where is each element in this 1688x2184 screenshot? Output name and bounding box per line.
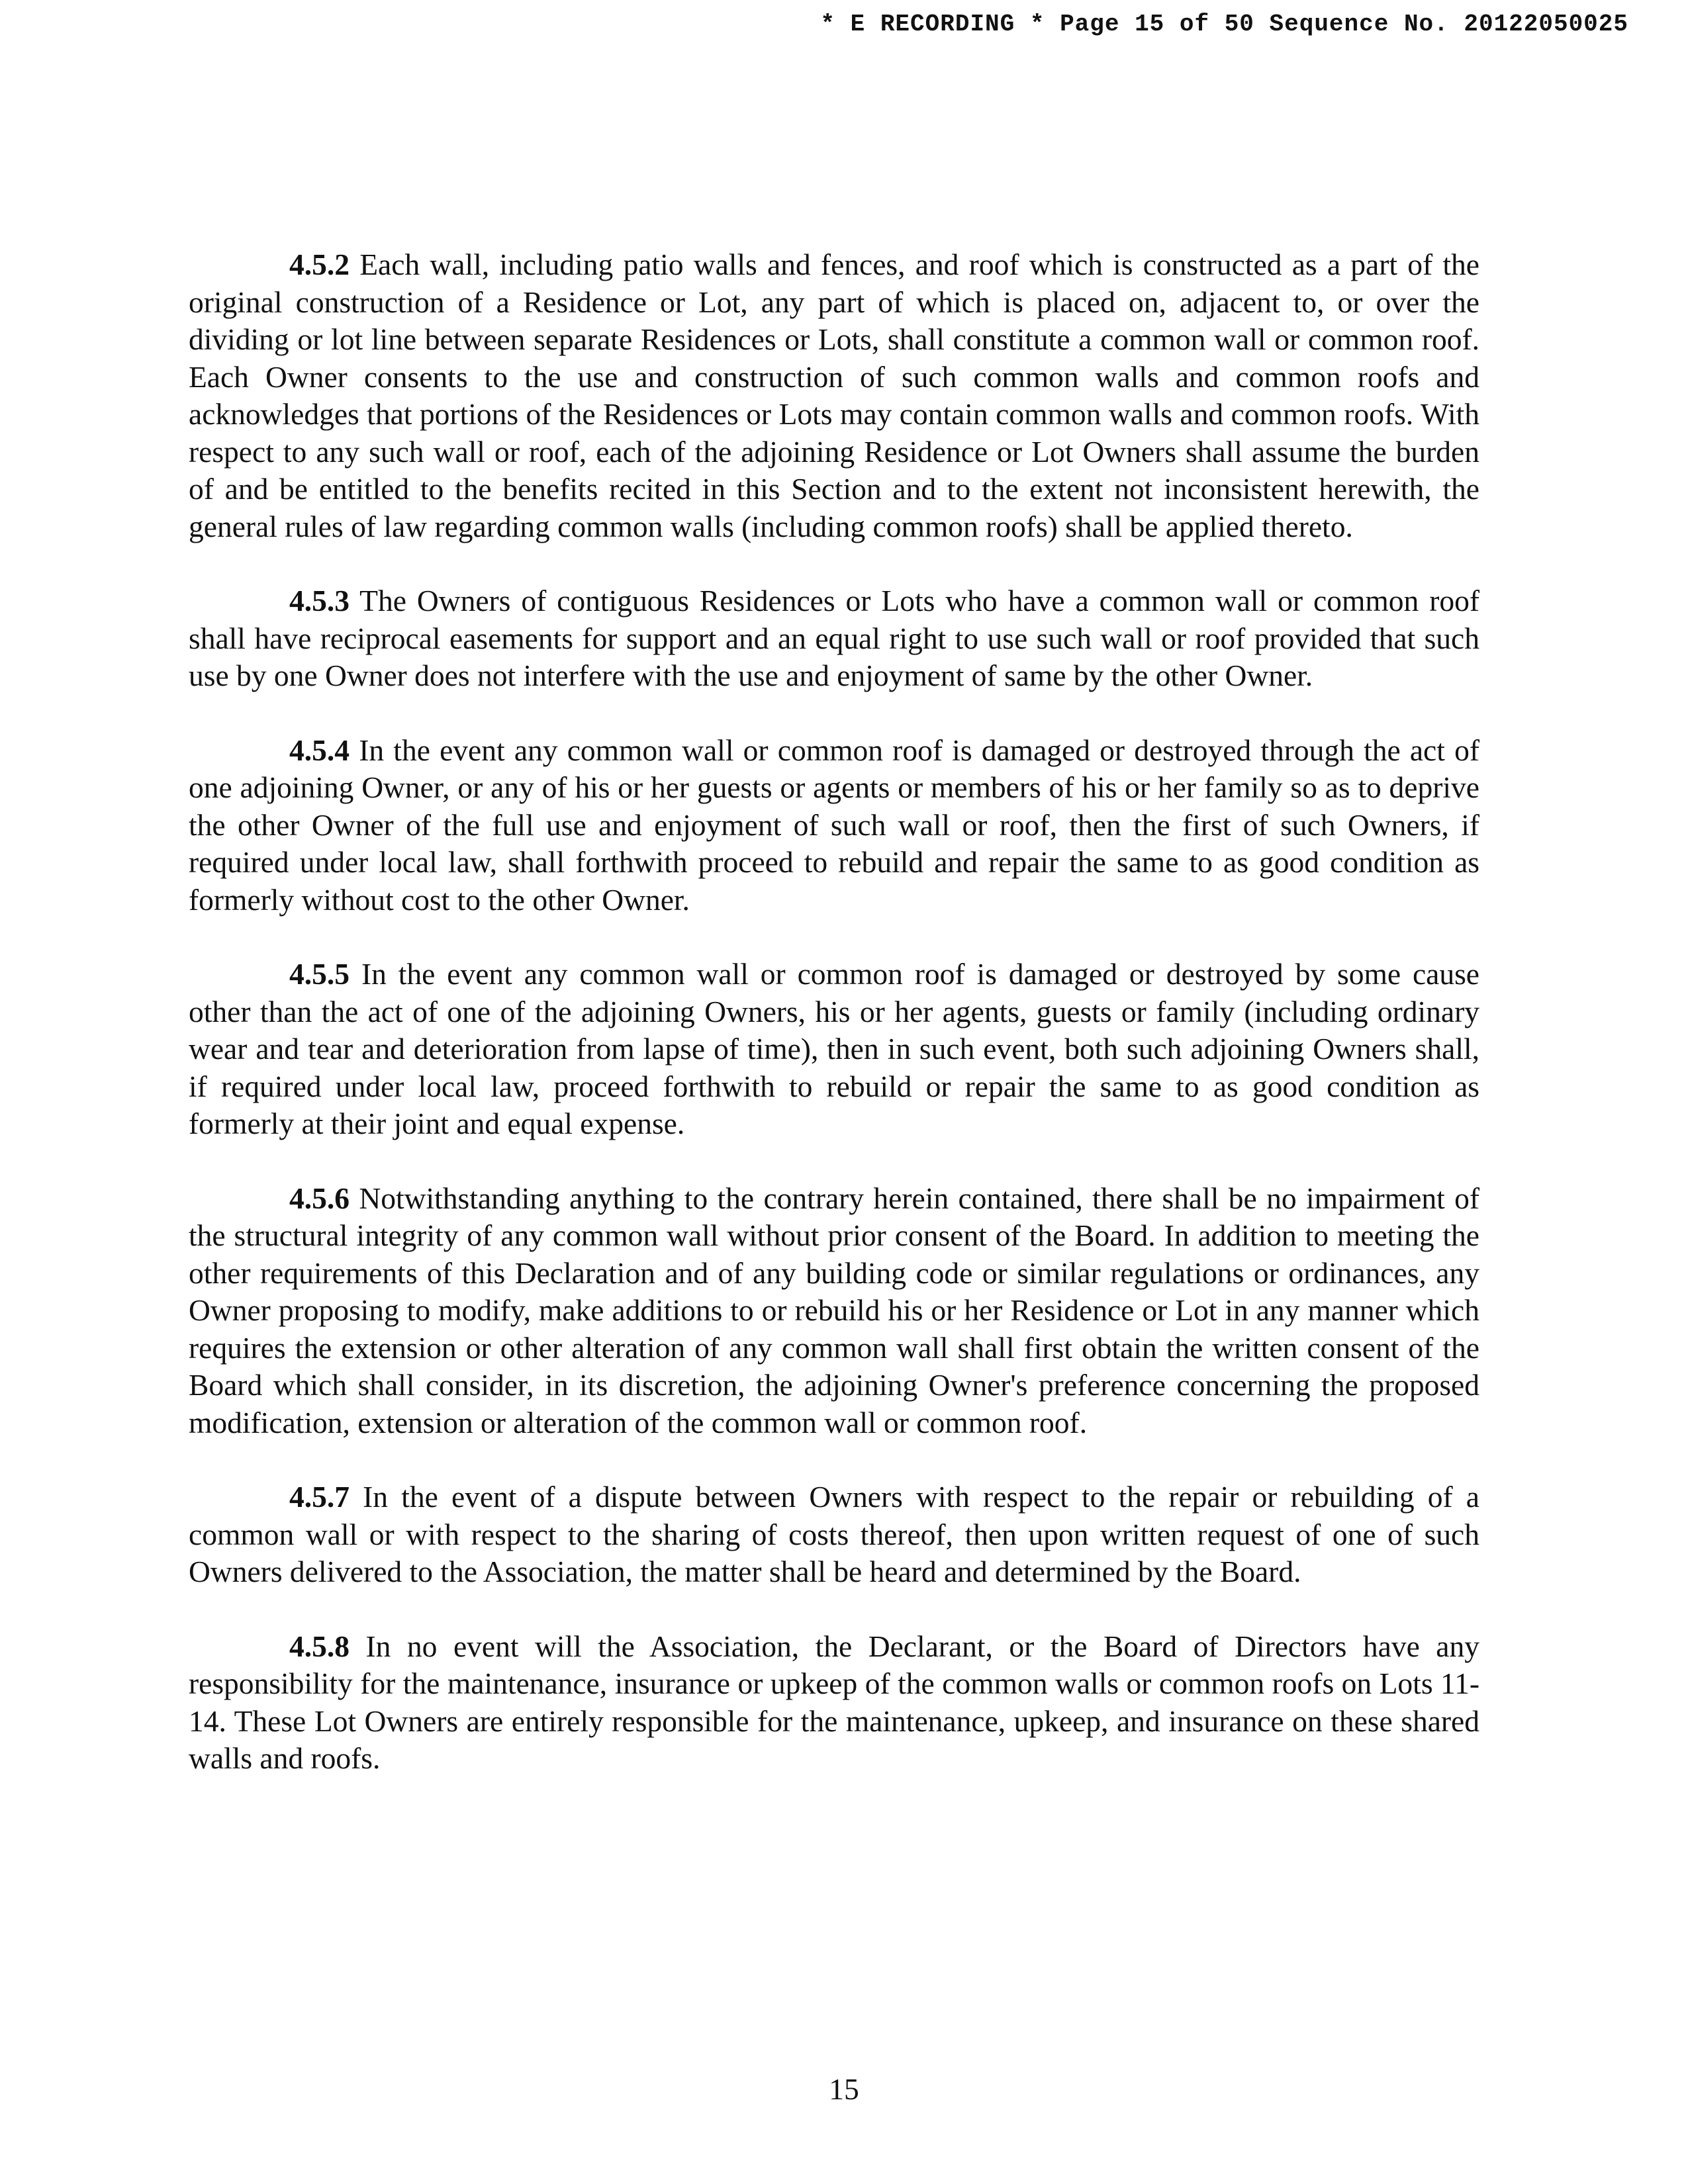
section-4-5-8	[189, 1628, 1479, 1778]
section-number: 4.5.5	[289, 957, 350, 991]
section-number: 4.5.4	[289, 733, 350, 767]
section-number: 4.5.2	[289, 248, 350, 281]
section-text: In the event any common wall or common roof is damaged or destroyed through the act of one adjoining Owner, or any of his or her guests or agents or members of his or her family so as to deprive the other Owner of the full use and enjoyment of such wall or roof, then the first of such Owners, if required under local law, shall forthwith proceed to rebuild and repair the same to as good condition as formerly without cost to the other Owner.	[189, 733, 1479, 917]
section-text: In the event of a dispute between Owners with respect to the repair or rebuilding of a common wall or with respect to the sharing of costs thereof, then upon written request of one of such Owners delivered to the Association, the matter shall be heard and determined by the Board.	[189, 1480, 1480, 1588]
section-text: In no event will the Association, the Declarant, or the Board of Directors have any responsibility for the maintenance, insurance or upkeep of the common walls or common roofs on Lots 11-14. These Lot Owners are entirely responsible for the maintenance, upkeep, and insurance on these shared walls and roofs.	[189, 1629, 1479, 1775]
section-4-5-4	[189, 732, 1479, 919]
section-number: 4.5.3	[289, 584, 350, 617]
section-text: The Owners of contiguous Residences or Lots who have a common wall or common roof shall have reciprocal easements for support and an equal right to use such wall or roof provided that such use by one Owner does not interfere with the use and enjoyment of same by the other Owner.	[189, 584, 1479, 692]
section-number: 4.5.8	[289, 1629, 350, 1663]
page-number: 15	[829, 2072, 859, 2106]
section-4-5-5	[189, 956, 1479, 1143]
section-text: Notwithstanding anything to the contrary herein contained, there shall be no impairment of the structural integrity of any common wall without prior consent of the Board. In addition to meeting the other requirements of this Declaration and of any building code or similar regulations or ordinances, any Owner proposing to modify, make additions to or rebuild his or her Residence or Lot in any manner which requires the extension or other alteration of any common wall shall first obtain the written consent of the Board which shall consider, in its discretion, the adjoining Owner's preference concerning the proposed modification, extension or alteration of the common wall or common roof.	[189, 1181, 1479, 1439]
recording-header: * E RECORDING * Page 15 of 50 Sequence No. 20122050025	[820, 11, 1628, 38]
section-number: 4.5.6	[289, 1181, 350, 1215]
document-body	[189, 246, 1479, 1815]
section-4-5-7	[189, 1479, 1479, 1591]
section-4-5-6	[189, 1180, 1479, 1442]
section-text: In the event any common wall or common roof is damaged or destroyed by some cause other than the act of one of the adjoining Owners, his or her agents, guests or family (including ordinary wear and tear and deterioration from lapse of time), then in such event, both such adjoining Owners shall, if required under local law, proceed forthwith to rebuild or repair the same to as good condition as formerly at their joint and equal expense.	[189, 957, 1480, 1140]
section-4-5-3	[189, 582, 1479, 695]
section-4-5-2	[189, 246, 1479, 545]
section-text: Each wall, including patio walls and fences, and roof which is constructed as a part of the original construction of a Residence or Lot, any part of which is placed on, adjacent to, or over the dividing or lot line between separate Residences or Lots, shall constitute a common wall or common roof. Each Owner consents to the use and construction of such common walls and common roofs and acknowledges that portions of the Residences or Lots may contain common walls and common roofs. With respect to any such wall or roof, each of the adjoining Residence or Lot Owners shall assume the burden of and be entitled to the benefits recited in this Section and to the extent not inconsistent herewith, the general rules of law regarding common walls (including common roofs) shall be applied thereto.	[189, 248, 1479, 543]
section-number: 4.5.7	[289, 1480, 350, 1514]
